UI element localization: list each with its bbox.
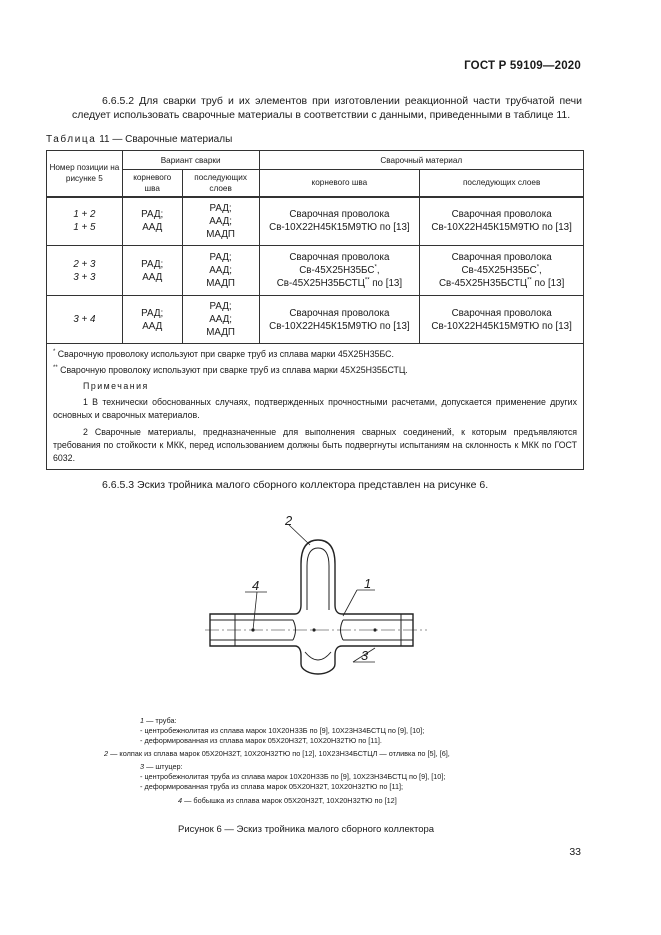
subsequent-variant-cell: РАД; ААД; МАДП [182, 246, 259, 296]
legend-item-4: 4 — бобышка из сплава марок 05Х20Н32Т, 10Х20Н32ТЮ по [12] [178, 796, 397, 805]
callout-3: 3 [361, 648, 369, 663]
clause-6-6-5-3: 6.6.5.3 Эскиз тройника малого сборного коллектора представлен на рисунке 6. [102, 479, 489, 491]
header-material-subsequent: последующих слоев [420, 170, 584, 197]
table-footnotes [47, 344, 584, 470]
page-number: 33 [569, 846, 581, 858]
position-cell: 2 + 3 3 + 3 [47, 246, 123, 296]
header-weld-variant: Вариант сварки [122, 151, 259, 170]
footnote-2: ** Сварочную проволоку используют при сварке труб из сплава марки 45Х25Н35БСТЦ. [53, 365, 408, 375]
tee-outer-contour [210, 540, 413, 674]
legend-item-2: 2 — колпак из сплава марок 05Х20Н32Т, 10Х20Н32ТЮ по [12], 10Х23Н34БСТЦЛ — отливка по [5], [6], [104, 749, 450, 758]
table-row [47, 197, 584, 246]
header-position: Номер позиции на рисунке 5 [47, 151, 123, 197]
welding-materials-table [46, 150, 584, 470]
tee-sketch-drawing [205, 512, 435, 700]
legend-item-1: 1 — труба: [140, 716, 177, 725]
root-variant-cell: РАД; ААД [122, 296, 182, 344]
material-subsequent-cell: Сварочная проволока Св-45Х25Н35БС*, Св-45Х25Н35БСТЦ** по [13] [420, 246, 584, 296]
material-root-cell: Сварочная проволока Св-10Х22Н45К15М9ТЮ по [13] [259, 197, 420, 246]
subsequent-variant-cell: РАД; ААД; МАДП [182, 197, 259, 246]
header-welding-material: Сварочный материал [259, 151, 583, 170]
subsequent-variant-cell: РАД; ААД; МАДП [182, 296, 259, 344]
legend-item-1b: - деформированная из сплава марок 05Х20Н32Т, 10Х20Н32ТЮ по [11]. [140, 736, 382, 745]
table-row [47, 246, 584, 296]
position-cell: 1 + 2 1 + 5 [47, 197, 123, 246]
table-caption-prefix: Таблица [46, 134, 97, 145]
table-caption-title: 11 — Сварочные материалы [96, 134, 233, 145]
note-2: 2 Сварочные материалы, предназначенные для выполнения сварных соединений, к которым предъявляются требования по стойкости к МКК, перед использованием должны быть подвергнуты испытаниям на склонность к МКК по ГОСТ 6032. [53, 427, 577, 463]
material-subsequent-cell: Сварочная проволока Св-10Х22Н45К15М9ТЮ по [13] [420, 296, 584, 344]
table-row [47, 296, 584, 344]
footnote-1: * Сварочную проволоку используют при сварке труб из сплава марки 45Х25Н35БС. [53, 349, 394, 359]
header-root: корневого шва [122, 170, 182, 197]
legend-item-3b: - деформированная труба из сплава марок 05Х20Н32Т, 10Х20Н32ТЮ по [11]; [140, 782, 404, 791]
header-subsequent: последующих слоев [182, 170, 259, 197]
cap-inner-contour [307, 548, 329, 610]
legend-item-3: 3 — штуцер: [140, 762, 183, 771]
figure-caption: Рисунок 6 — Эскиз тройника малого сборного коллектора [178, 824, 435, 835]
header-material-root: корневого шва [259, 170, 420, 197]
legend-item-3a: - центробежнолитая труба из сплава марок 10Х20Н33Б по [9], 10Х23Н34БСТЦ по [9], [10]; [140, 772, 446, 781]
root-variant-cell: РАД; ААД [122, 246, 182, 296]
position-cell: 3 + 4 [47, 296, 123, 344]
notes-title: Примечания [83, 381, 149, 391]
standard-code: ГОСТ Р 59109—2020 [464, 60, 581, 72]
material-subsequent-cell: Сварочная проволока Св-10Х22Н45К15М9ТЮ по [13] [420, 197, 584, 246]
legend-item-1a: - центробежнолитая из сплава марок 10Х20Н33Б по [9], 10Х23Н34БСТЦ по [9], [10]; [140, 726, 425, 735]
callout-1: 1 [364, 576, 372, 591]
material-root-cell: Сварочная проволока Св-45Х25Н35БС*, Св-45Х25Н35БСТЦ** по [13] [259, 246, 420, 296]
callout-4: 4 [252, 578, 260, 593]
table-notes-row [47, 344, 584, 470]
root-variant-cell: РАД; ААД [122, 197, 182, 246]
material-root-cell: Сварочная проволока Св-10Х22Н45К15М9ТЮ по [13] [259, 296, 420, 344]
callout-2: 2 [285, 513, 293, 528]
clause-6-6-5-2: 6.6.5.2 Для сварки труб и их элементов при изготовлении реакционной части трубчатой печи следует использовать сварочные материалы в соответствии с данными, приведенными в таблице 11. [72, 95, 582, 121]
table-caption [46, 134, 232, 145]
note-1: 1 В технически обоснованных случаях, подтвержденных прочностными расчетами, допускается применение других основных и сварочных материалов. [53, 397, 577, 420]
